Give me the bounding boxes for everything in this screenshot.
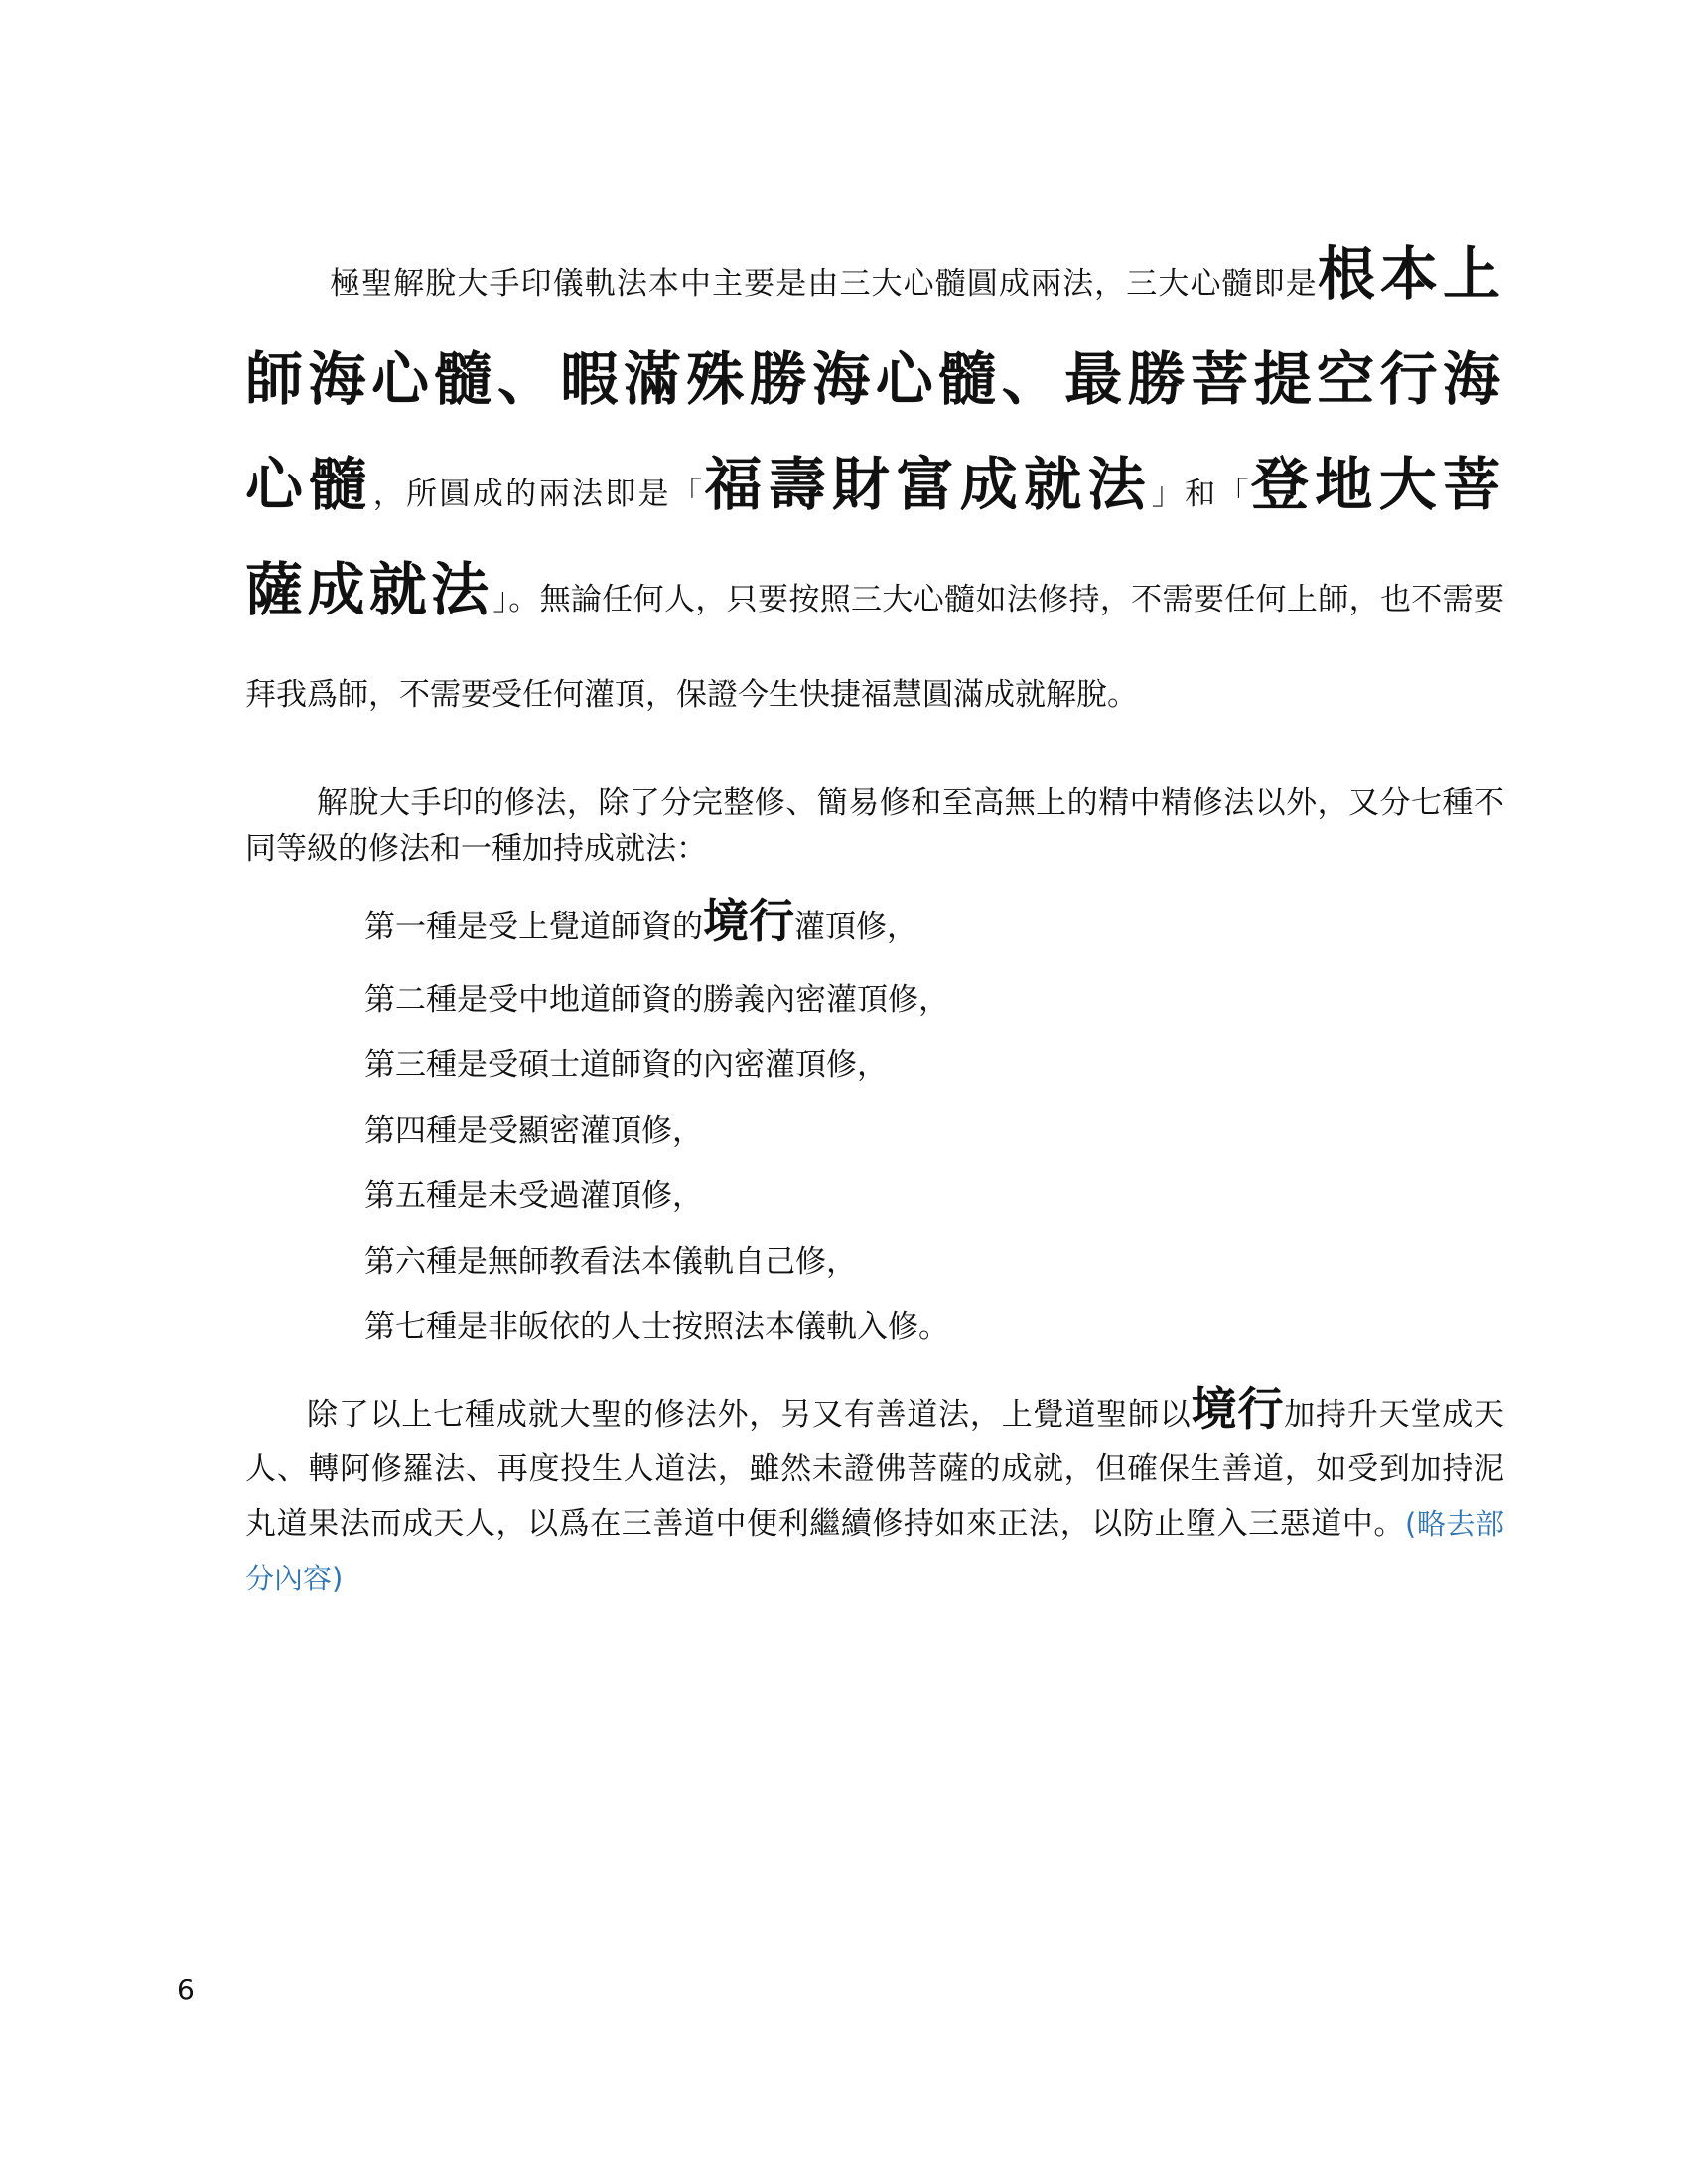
practice-levels-list [245,882,1504,1360]
paragraph-good-paths [245,1382,1504,1606]
jingxing-emphasis: 境行 [703,894,794,948]
paragraph-text: 加持升天堂成天人、轉阿修羅法、再度投生人道法，雖然未證佛菩薩的成就，但確保生善道，如受到加持泥丸道果法而成天人，以爲在三善道中便利繼續修持如來正法，以防止墮入三惡道中。 [245,1397,1505,1542]
paragraph-text: ，所圓成的兩法即是「 [372,477,705,512]
list-item: 第二種是受中地道師資的勝義內密灌頂修， [364,982,949,1018]
list-item: 第四種是受顯密灌頂修， [364,1113,703,1149]
dharma-emphasis-bodhisattva: 登地大菩薩成就法 [245,451,1504,623]
paragraph-practice-levels: 解脫大手印的修法，除了分完整修、簡易修和至高無上的精中精修法以外，又分七種不同等級的修法和一種加持成就法： [245,785,1504,867]
list-item [364,882,1504,967]
paragraph-three-essences [245,226,1504,743]
page-number: 6 [177,1974,195,2006]
list-item: 第三種是受碩士道師資的內密灌頂修， [364,1047,888,1083]
list-item: 第六種是無師教看法本儀軌自己修， [364,1244,857,1280]
paragraph-text: 除了以上七種成就大聖的修法外，另又有善道法，上覺道聖師以 [307,1397,1192,1433]
omitted-content-link[interactable]: (略去部分內容) [245,1507,1504,1595]
page-body [245,226,1504,1606]
list-item: 第七種是非皈依的人士按照法本儀軌入修。 [364,1309,949,1345]
paragraph-text: 」。無論任何人，只要按照三大心髓如法修持，不需要任何上師，也不需要拜我爲師，不需要受任何灌頂，保證今生快捷福慧圓滿成就解脫。 [245,582,1504,713]
dharma-emphasis-fortune: 福壽財富成就法 [704,451,1152,518]
paragraph-text: 」和「 [1151,477,1251,512]
list-item: 第五種是未受過灌頂修， [364,1178,703,1214]
list-item-text: 第一種是受上覺道師資的 [364,909,703,945]
jingxing-emphasis: 境行 [1191,1382,1285,1435]
paragraph-text: 極聖解脫大手印儀軌法本中主要是由三大心髓圓成兩法，三大心髓即是 [330,266,1318,302]
list-item-text: 灌頂修， [794,909,917,945]
heart-essences-emphasis: 根本上師海心髓、暇滿殊勝海心髓、最勝菩提空行海心髓 [245,240,1504,518]
